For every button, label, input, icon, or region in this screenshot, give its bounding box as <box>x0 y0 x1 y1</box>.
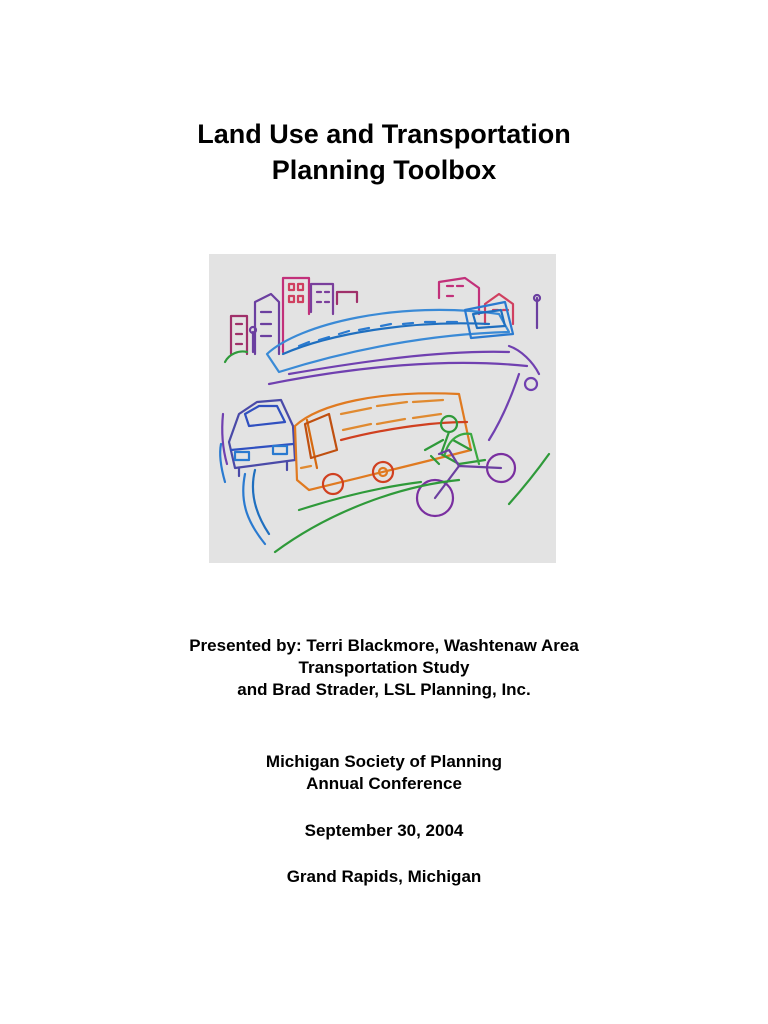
transportation-sketch-illustration <box>209 254 556 563</box>
conference-location: Grand Rapids, Michigan <box>286 867 482 886</box>
document-title <box>0 116 768 188</box>
presenters-line-3: and Brad Strader, LSL Planning, Inc. <box>237 680 531 699</box>
conference-line-1: Michigan Society of Planning <box>265 752 503 771</box>
presenters-block <box>0 635 768 701</box>
conference-block <box>0 751 768 795</box>
presenters-line-1: Presented by: Terri Blackmore, Washtenaw Area <box>189 636 579 655</box>
conference-date: September 30, 2004 <box>304 821 464 840</box>
conference-line-2: Annual Conference <box>306 774 462 793</box>
presenters-line-2: Transportation Study <box>298 658 470 677</box>
transportation-illustration <box>209 254 556 563</box>
title-line-1: Land Use and Transportation <box>197 119 571 149</box>
title-line-2: Planning Toolbox <box>271 155 497 185</box>
